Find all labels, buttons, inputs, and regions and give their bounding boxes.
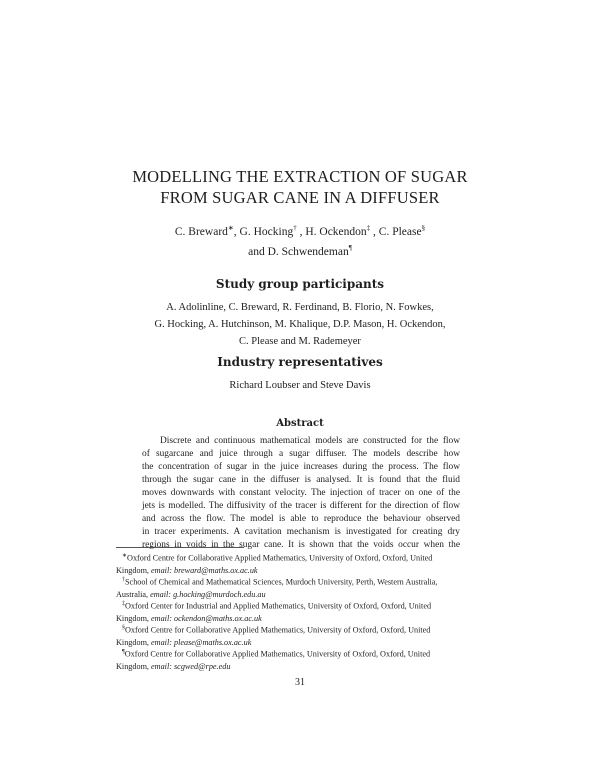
participants-line: A. Adolinline, C. Breward, R. Ferdinand, B. Florio, N. Fowkes, (166, 302, 434, 313)
authors-line-2 (0, 240, 600, 260)
abstract-heading: Abstract (276, 418, 324, 429)
participants-heading: Study group participants (215, 277, 385, 291)
footnote-line: ¶Oxford Centre for Collaborative Applied Mathematics, University of Oxford, Oxford, United (122, 649, 431, 659)
paper-title (0, 166, 600, 208)
footnote-mark: † (122, 577, 125, 583)
footnote-mark: ‡ (122, 601, 125, 607)
footnote-schwendeman (116, 646, 506, 673)
abstract-line: regions in voids in the sugar cane. It is shown that the voids occur when the (142, 540, 460, 550)
footnote-line: ∗Oxford Centre for Collaborative Applied Mathematics, University of Oxford, Oxford, United (122, 553, 433, 563)
email-address: scgwed@rpe.edu (174, 661, 231, 671)
email-address: please@maths.ox.ac.uk (174, 637, 252, 647)
abstract-line: of sugarcane and juice through a sugar diffuser. The models describe how (142, 449, 460, 459)
page-number: 31 (295, 677, 305, 688)
industry-names: Richard Loubser and Steve Davis (229, 380, 371, 391)
abstract-line: Discrete and continuous mathematical models are constructed for the flow (160, 436, 460, 446)
email-label: email: (150, 589, 172, 599)
author-list (0, 220, 600, 260)
abstract-line: the concentration of sugar in the juice increases during the process. The flow (142, 462, 460, 472)
title-line-1: MODELLING THE EXTRACTION OF SUGAR (132, 167, 468, 186)
email-label: email: (151, 637, 172, 647)
author-please: , C. Please (370, 225, 422, 238)
footnote-mark: ∗ (122, 553, 128, 559)
footnote-line: ‡Oxford Center for Industrial and Applied Mathematics, University of Oxford, Oxford, United (122, 601, 432, 611)
footnote-line: Kingdom, email: scgwed@rpe.edu (116, 661, 231, 671)
author-schwendeman: and D. Schwendeman (248, 245, 349, 258)
author-mark-1: ∗ (227, 224, 234, 232)
email-label: email: (151, 565, 172, 575)
email-address: g.hocking@murdoch.edu.au (173, 589, 266, 599)
footnote-line: Kingdom, email: ockendon@maths.ox.ac.uk (116, 613, 262, 623)
abstract-line: moves downwards with constant velocity. The injection of tracer on one of the (142, 488, 460, 498)
email-address: ockendon@maths.ox.ac.uk (174, 613, 262, 623)
author-mark-2: † (293, 224, 297, 232)
participants-line: G. Hocking, A. Hutchinson, M. Khalique, D.P. Mason, H. Ockendon, (154, 319, 446, 330)
authors-line-1 (0, 220, 600, 240)
author-ockendon: , H. Ockendon (296, 225, 367, 238)
participants-line: C. Please and M. Rademeyer (239, 336, 361, 347)
author-hocking: , G. Hocking (233, 225, 294, 238)
email-label: email: (151, 661, 172, 671)
email-label: email: (151, 613, 172, 623)
abstract-line: in tracer experiments. A cavitation mechanism is investigated for creating dry (142, 527, 460, 537)
author-mark-5: ¶ (348, 243, 352, 252)
footnote-mark: ¶ (122, 649, 125, 655)
footnote-line: Kingdom, email: breward@maths.ox.ac.uk (116, 565, 258, 575)
author-mark-3: ‡ (366, 224, 371, 232)
footnote-line: §Oxford Centre for Collaborative Applied Mathematics, University of Oxford, Oxford, United (122, 625, 431, 635)
author-breward: C. Breward (174, 225, 228, 238)
footnote-line: Kingdom, email: please@maths.ox.ac.uk (116, 637, 252, 647)
abstract-line: and across the flow. The model is able to reproduce the behaviour observed (142, 514, 460, 524)
footnote-ockendon (116, 598, 506, 625)
footnote-rule (116, 547, 244, 548)
footnote-breward (116, 550, 506, 577)
email-address: breward@maths.ox.ac.uk (174, 565, 258, 575)
footnote-hocking (116, 574, 506, 601)
title-line-2: FROM SUGAR CANE IN A DIFFUSER (160, 188, 440, 207)
participants-list (0, 299, 600, 350)
footnote-please (116, 622, 506, 649)
footnote-mark: § (122, 625, 125, 631)
footnote-line: †School of Chemical and Mathematical Sciences, Murdoch University, Perth, Western Australia, (122, 577, 438, 587)
abstract-line: jets is modelled. The diffusivity of the tracer is different for the direction of flow (142, 501, 460, 511)
author-mark-4: § (421, 224, 426, 232)
footnote-line: Australia, email: g.hocking@murdoch.edu.au (116, 589, 266, 599)
abstract-line: through the sugar cane in the diffuser is analysed. It is found that the fluid (142, 475, 460, 485)
industry-heading: Industry representatives (217, 355, 383, 369)
